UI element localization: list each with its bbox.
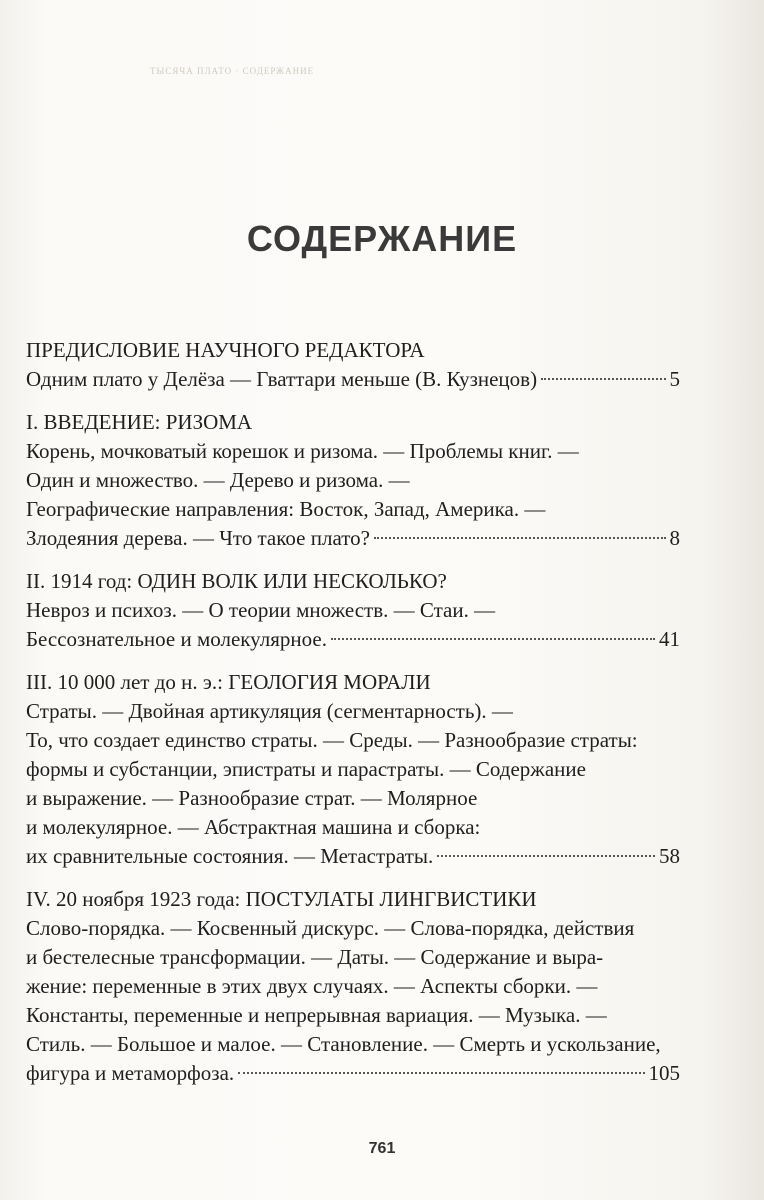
toc-entry-final-line [26, 1059, 680, 1088]
toc-entry-line: Константы, переменные и непрерывная вариация. — Музыка. — [26, 1003, 607, 1027]
table-of-contents [26, 336, 680, 1102]
toc-entry-line: Слово-порядка. — Косвенный дискурс. — Слова-порядка, действия [26, 916, 635, 940]
toc-entry-text: фигура и метаморфоза. [26, 1061, 235, 1085]
toc-entry-text: Одним плато у Делёза — Гваттари меньше (В. Кузнецов) [26, 367, 538, 391]
toc-entry-line: Географические направления: Восток, Запад, Америка. — [26, 497, 546, 521]
toc-entry-line: Страты. — Двойная артикуляция (сегментарность). — [26, 699, 513, 723]
dot-leader [541, 378, 665, 380]
folio-page-number: 761 [368, 1140, 396, 1157]
toc-entry-final-line [26, 625, 680, 654]
toc-section [26, 668, 680, 871]
toc-section [26, 567, 680, 654]
dot-leader [331, 638, 655, 640]
toc-entry-line: Корень, мочковатый корешок и ризома. — Проблемы книг. — [26, 439, 579, 463]
dot-leader [437, 855, 655, 857]
toc-page-number: 105 [648, 1061, 680, 1085]
toc-entry-text: Злодеяния дерева. — Что такое плато? [26, 526, 370, 550]
toc-page-number: 5 [669, 367, 680, 391]
dot-leader [374, 537, 666, 539]
page-title: СОДЕРЖАНИЕ [246, 218, 518, 259]
toc-entry-line: и молекулярное. — Абстрактная машина и сборка: [26, 815, 481, 839]
toc-page-number: 8 [669, 526, 680, 550]
toc-page-number: 41 [659, 627, 680, 651]
toc-entry-line: То, что создает единство страты. — Среды. — Разнообразие страты: [26, 728, 638, 752]
toc-section [26, 885, 680, 1088]
toc-entry-line: Один и множество. — Дерево и ризома. — [26, 468, 410, 492]
toc-entry-line: Стиль. — Большое и малое. — Становление. — Смерть и ускользание, [26, 1032, 661, 1056]
toc-entry-line: и бестелесные трансформации. — Даты. — Содержание и выра- [26, 945, 604, 969]
toc-entry-line: жение: переменные в этих двух случаях. — Аспекты сборки. — [26, 974, 598, 998]
toc-section-heading: II. 1914 год: ОДИН ВОЛК ИЛИ НЕСКОЛЬКО? [26, 569, 447, 593]
running-head-bleedthrough: ТЫСЯЧА ПЛАТО · СОДЕРЖАНИЕ [150, 66, 315, 76]
toc-entry-text: Бессознательное и молекулярное. [26, 627, 327, 651]
toc-section-heading: IV. 20 ноября 1923 года: ПОСТУЛАТЫ ЛИНГВИСТИКИ [26, 887, 537, 911]
toc-entry-line: формы и субстанции, эпистраты и парастраты. — Содержание [26, 757, 586, 781]
toc-page-number: 58 [659, 844, 680, 868]
toc-entry-final-line [26, 524, 680, 553]
toc-section-heading: III. 10 000 лет до н. э.: ГЕОЛОГИЯ МОРАЛИ [26, 670, 431, 694]
toc-entry-final-line [26, 365, 680, 394]
toc-section [26, 408, 680, 553]
toc-section-heading: I. ВВЕДЕНИЕ: РИЗОМА [26, 410, 253, 434]
toc-entry-line: и выражение. — Разнообразие страт. — Молярное [26, 786, 478, 810]
toc-entry-line: Невроз и психоз. — О теории множеств. — Стаи. — [26, 598, 496, 622]
toc-section [26, 336, 680, 394]
dot-leader [238, 1072, 644, 1074]
toc-entry-final-line [26, 842, 680, 871]
toc-section-heading: ПРЕДИСЛОВИЕ НАУЧНОГО РЕДАКТОРА [26, 338, 425, 362]
toc-entry-text: их сравнительные состояния. — Метастраты. [26, 844, 434, 868]
